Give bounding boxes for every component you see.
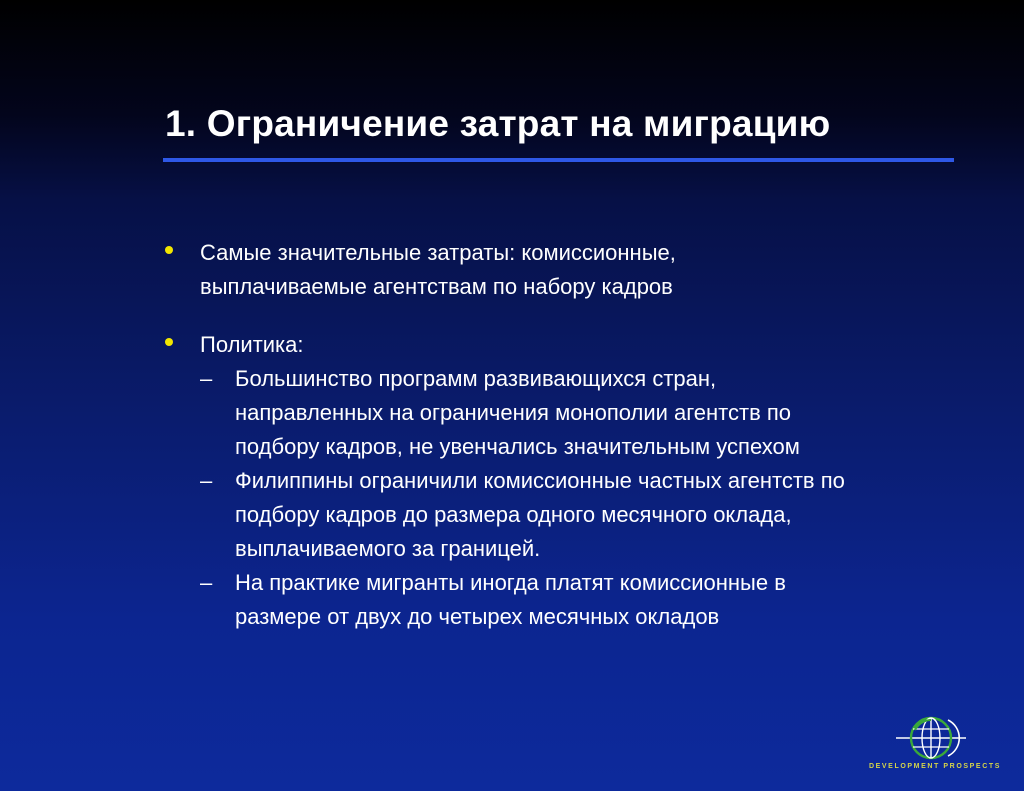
sub-list xyxy=(165,362,965,634)
dash-marker: – xyxy=(200,570,213,595)
bullet-item xyxy=(165,328,965,362)
bullet-line: выплачиваемые агентствам по набору кадров xyxy=(200,274,673,299)
logo-text: DEVELOPMENT PROSPECTS xyxy=(868,763,1001,770)
sub-item-line: направленных на ограничения монополии агентств по xyxy=(235,400,792,425)
sub-item-line: На практике мигранты иногда платят комиссионные в xyxy=(235,570,786,595)
slide-body xyxy=(165,236,965,634)
dash-marker: – xyxy=(200,366,213,391)
sub-item-line: подбору кадров, не увенчались значительным успехом xyxy=(235,434,800,459)
bullet-dot-icon xyxy=(165,246,173,254)
bullet-dot-icon xyxy=(165,338,173,346)
sub-item xyxy=(165,464,965,566)
development-prospects-logo xyxy=(860,712,1010,782)
sub-item xyxy=(165,362,965,464)
slide-title: 1. Ограничение затрат на миграцию xyxy=(165,103,831,144)
sub-item-line: Большинство программ развивающихся стран, xyxy=(235,366,717,391)
bullet-line: Самые значительные затраты: комиссионные, xyxy=(200,240,676,265)
title-underline xyxy=(163,158,954,162)
bullet-text: Политика: xyxy=(200,332,304,357)
sub-item-line: Филиппины ограничили комиссионные частных агентств по xyxy=(235,468,845,493)
bullet-item xyxy=(165,236,965,304)
sub-item-line: подбору кадров до размера одного месячного оклада, xyxy=(235,502,792,527)
dash-marker: – xyxy=(200,468,213,493)
sub-item xyxy=(165,566,965,634)
sub-item-line: выплачиваемого за границей. xyxy=(235,536,541,561)
sub-item-line: размере от двух до четырех месячных окладов xyxy=(235,604,720,629)
globe-icon xyxy=(896,714,966,760)
